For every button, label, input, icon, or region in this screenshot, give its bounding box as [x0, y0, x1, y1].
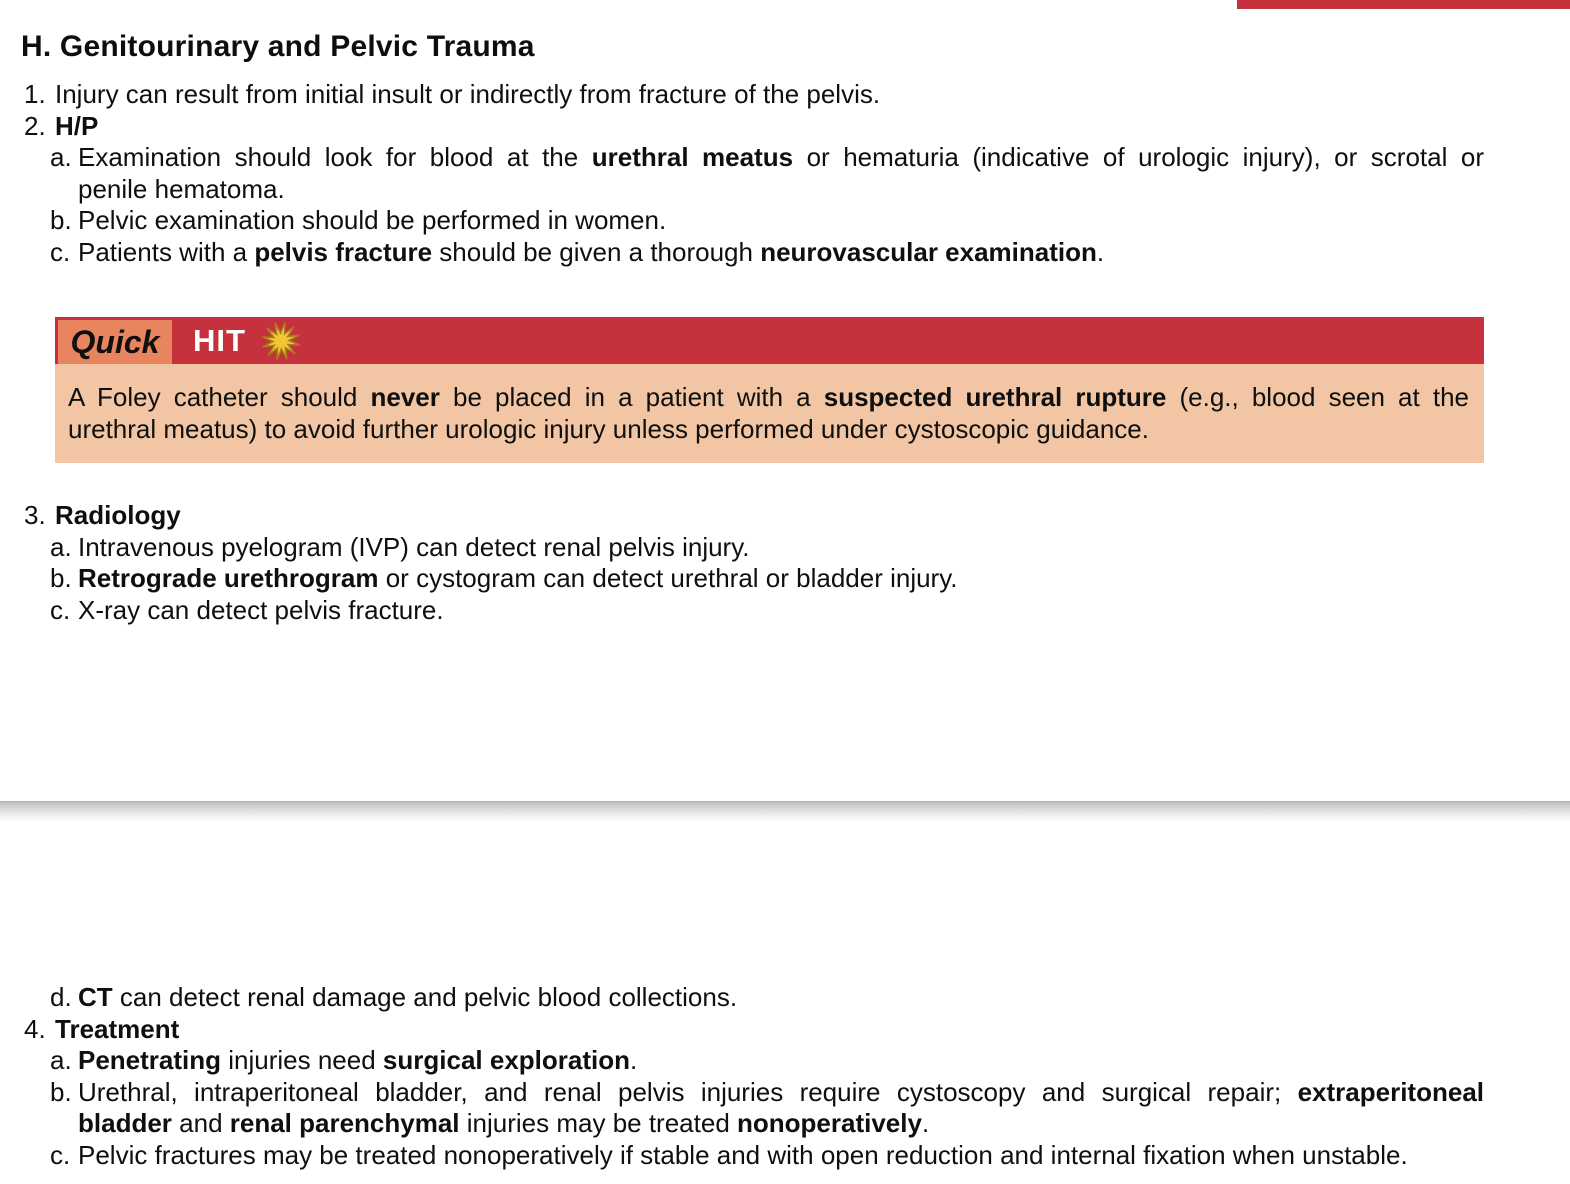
radiology-block: [24, 500, 1484, 626]
quick-hit-tab: Quick: [58, 320, 172, 364]
list-marker: a.: [50, 531, 72, 562]
list-line: [24, 205, 1484, 237]
list-marker: d.: [50, 982, 72, 1012]
quick-hit-body: [55, 364, 1484, 463]
line-text: H/P: [55, 110, 99, 141]
page-top-red-strip: [1237, 0, 1570, 9]
line-text: Examination should look for blood at the urethral meatus or hematuria (indicative of urologic injury), or scrotal or: [78, 142, 1485, 172]
line-text: Retrograde urethrogram or cystogram can detect urethral or bladder injury.: [78, 563, 958, 593]
list-marker: b.: [50, 1076, 72, 1107]
list-line: [24, 500, 1484, 532]
line-text: X-ray can detect pelvis fracture.: [78, 594, 444, 625]
hp-outline-block: [24, 79, 1484, 268]
line-text: penile hematoma.: [78, 173, 285, 204]
line-text: Pelvic examination should be performed in women.: [78, 205, 667, 235]
line-text: CT can detect renal damage and pelvic blood collections.: [78, 982, 738, 1012]
quick-hit-header: [55, 317, 1484, 364]
list-line: [24, 174, 1484, 206]
list-marker: c.: [50, 1139, 71, 1170]
line-text: Injury can result from initial insult or indirectly from fracture of the pelvis.: [55, 79, 881, 109]
line-text: Radiology: [55, 500, 181, 530]
list-line: [24, 79, 1484, 111]
list-line: [24, 1077, 1484, 1109]
list-marker: a.: [50, 1045, 72, 1075]
treatment-block: [24, 982, 1484, 1171]
line-text: Intravenous pyelogram (IVP) can detect renal pelvis injury.: [78, 531, 750, 562]
list-line: [24, 111, 1484, 143]
list-line: [24, 1014, 1484, 1046]
line-text: Pelvic fractures may be treated nonoperatively if stable and with open reduction and internal fixation when unstable.: [78, 1139, 1408, 1170]
list-marker: 2.: [24, 110, 46, 141]
list-marker: 3.: [24, 500, 46, 530]
line-text: Urethral, intraperitoneal bladder, and renal pelvis injuries require cystoscopy and surgical repair; extraperitoneal: [78, 1076, 1484, 1107]
list-line: [24, 1045, 1484, 1077]
quick-hit-body-line2: urethral meatus) to avoid further urologic injury unless performed under cystoscopic guidance.: [68, 414, 1149, 444]
list-marker: c.: [50, 236, 71, 267]
page-break-shadow: [0, 801, 1570, 822]
starburst-icon: [261, 321, 301, 361]
list-marker: 1.: [24, 79, 46, 109]
quick-hit-body-line1: A Foley catheter should never be placed in a patient with a suspected urethral rupture (e.g., blood seen at the: [68, 382, 1469, 412]
list-marker: c.: [50, 594, 71, 625]
list-line: [24, 142, 1484, 174]
line-text: Patients with a pelvis fracture should be given a thorough neurovascular examination.: [78, 236, 1105, 267]
line-text: Treatment: [55, 1013, 180, 1044]
list-marker: b.: [50, 205, 72, 235]
list-marker: b.: [50, 563, 72, 593]
line-text: Penetrating injuries need surgical exploration.: [78, 1045, 638, 1075]
list-line: [24, 1108, 1484, 1140]
line-text: bladder and renal parenchymal injuries may be treated nonoperatively.: [78, 1108, 930, 1138]
list-line: [24, 532, 1484, 564]
list-marker: 4.: [24, 1013, 46, 1044]
section-heading: H. Genitourinary and Pelvic Trauma: [21, 30, 535, 63]
list-marker: a.: [50, 142, 72, 172]
list-line: [24, 595, 1484, 627]
list-line: [24, 563, 1484, 595]
list-line: [24, 982, 1484, 1014]
quick-hit-title: HIT: [193, 322, 246, 358]
list-line: [24, 1140, 1484, 1172]
list-line: [24, 237, 1484, 269]
quick-hit-box: [55, 317, 1484, 463]
